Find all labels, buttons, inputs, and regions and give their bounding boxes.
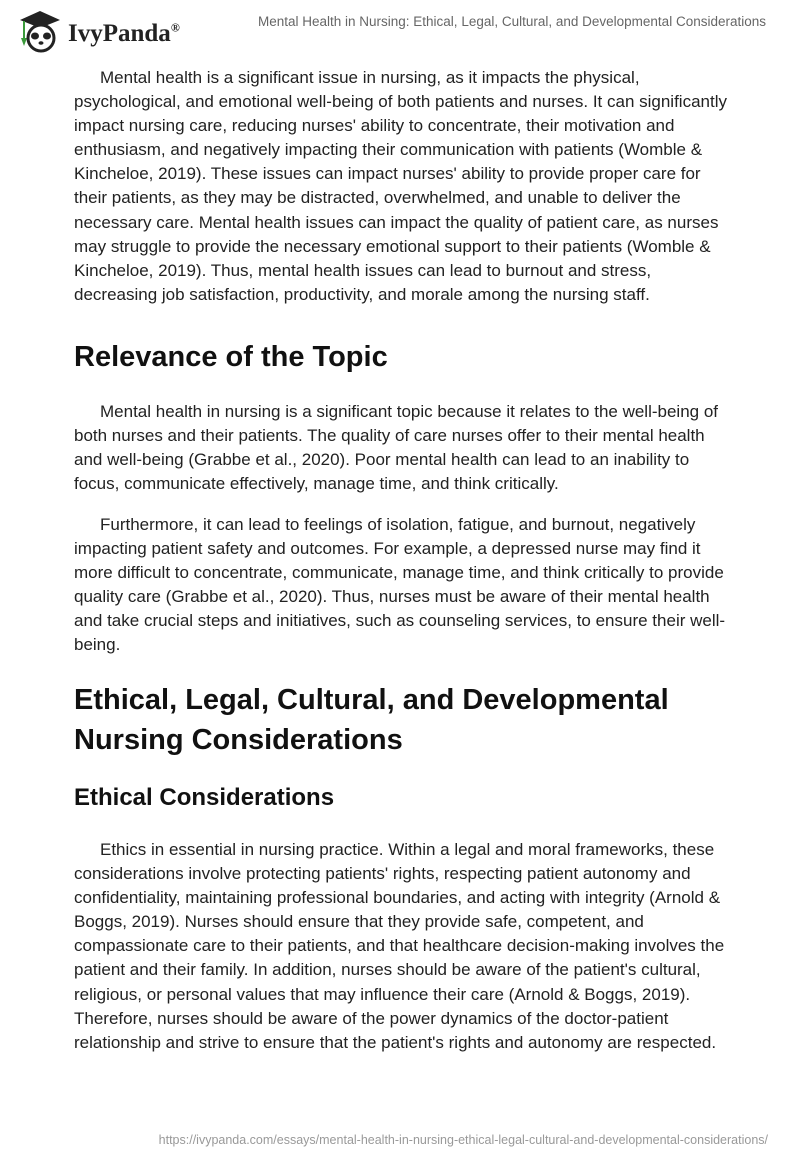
document-title: Mental Health in Nursing: Ethical, Legal, Cultural, and Developmental Considerations [257, 14, 766, 29]
intro-paragraph: Mental health is a significant issue in nursing, as it impacts the physical, psychological, and emotional well-being of both patients and nurses. It can significantly impact nursing care, reducing nurses' ability to concentrate, their motivation and enthusiasm, and negatively impacting their communication with patients (Womble & Kincheloe, 2019). These issues can impact nurses' ability to provide proper care for their patients, as they may be distracted, overwhelmed, and unable to deliver the necessary care. Mental health issues can impact the quality of patient care, as nurses may struggle to provide the necessary emotional support to their patients (Womble & Kincheloe, 2019). Thus, mental health issues can lead to burnout and stress, decreasing job satisfaction, productivity, and morale among the nursing staff. [74, 68, 727, 304]
relevance-paragraph-1: Mental health in nursing is a significant topic because it relates to the well-being of both nurses and their patients. The quality of care nurses offer to their mental health and well-being (Grabbe et al., 2020). Poor mental health can lead to an inability to focus, communicate effectively, manage time, and think critically. [74, 402, 719, 494]
heading-relevance: Relevance of the Topic [74, 341, 388, 373]
registered-mark: ® [170, 20, 180, 35]
relevance-paragraph-2: Furthermore, it can lead to feelings of isolation, fatigue, and burnout, negatively impacting patient safety and outcomes. For example, a depressed nurse may find it more difficult to concentrate, communicate, manage time, and think critically to provide quality care (Grabbe et al., 2020). Thus, nurses must be aware of their mental health and take crucial steps and initiatives, such as counseling services, to ensure their well-being. [74, 515, 726, 655]
logo-text: IvyPanda [68, 20, 171, 47]
panda-graduate-icon [16, 8, 62, 54]
source-url[interactable]: https://ivypanda.com/essays/mental-health-in-nursing-ethical-legal-cultural-and-developmental-considerations/ [158, 1133, 768, 1147]
ivypanda-logo[interactable] [16, 8, 180, 54]
heading-ethical: Ethical Considerations [74, 784, 335, 811]
ethical-paragraph: Ethics in essential in nursing practice. Within a legal and moral frameworks, these considerations involve protecting patients' rights, respecting patient autonomy and confidentiality, maintaining professional boundaries, and acting with integrity (Arnold & Boggs, 2019). Nurses should ensure that they provide safe, competent, and compassionate care to their patients, and that healthcare decision-making involves the patient and their family. In addition, nurses should be aware of the patient's cultural, religious, or personal values that may influence their care (Arnold & Boggs, 2019). Therefore, nurses should be aware of the power dynamics of the doctor-patient relationship and strive to ensure that the patient's rights and autonomy are respected. [74, 840, 725, 1052]
heading-considerations: Ethical, Legal, Cultural, and Developmental Nursing Considerations [74, 684, 669, 756]
